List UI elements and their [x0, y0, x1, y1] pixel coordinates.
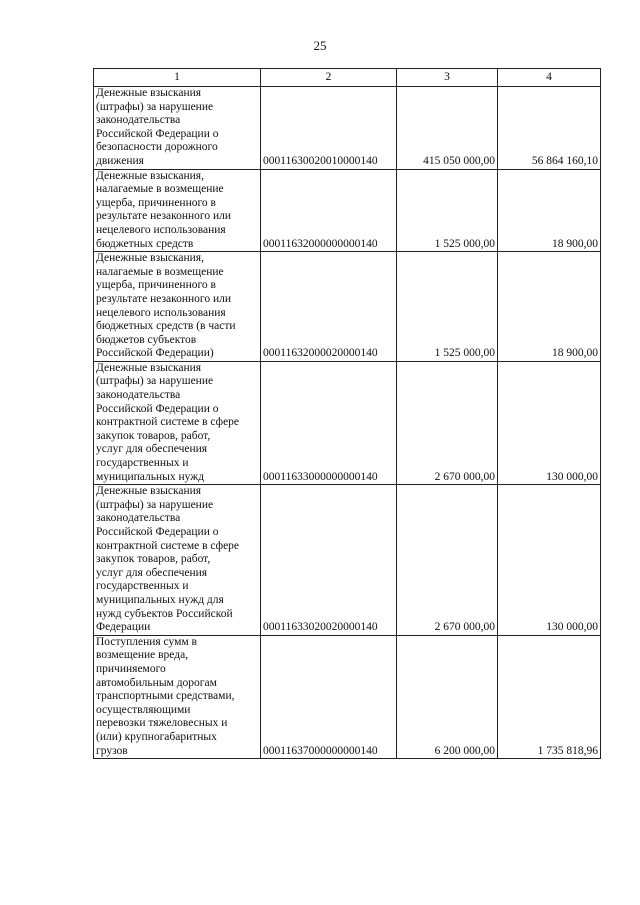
- row-budget-code: 00011633000000000140: [261, 361, 397, 484]
- table-row: [94, 485, 601, 636]
- column-header-3: 3: [397, 69, 498, 87]
- table-row: [94, 361, 601, 484]
- table-row: [94, 252, 601, 362]
- row-planned-amount: 2 670 000,00: [397, 361, 498, 484]
- table-row: [94, 169, 601, 252]
- row-actual-amount: 1 735 818,96: [498, 635, 601, 758]
- row-planned-amount: 1 525 000,00: [397, 252, 498, 362]
- table-row: [94, 87, 601, 170]
- row-description: Денежные взыскания, налагаемые в возмещение ущерба, причиненного в результате незаконного или нецелевого использования бюджетных средств (в части бюджетов субъектов Российской Федерации): [94, 252, 261, 362]
- row-budget-code: 00011632000000000140: [261, 169, 397, 252]
- row-budget-code: 00011630020010000140: [261, 87, 397, 170]
- row-planned-amount: 1 525 000,00: [397, 169, 498, 252]
- page-number: 25: [313, 38, 327, 53]
- column-header-1: 1: [94, 69, 261, 87]
- column-header-2: 2: [261, 69, 397, 87]
- row-budget-code: 00011632000020000140: [261, 252, 397, 362]
- row-planned-amount: 415 050 000,00: [397, 87, 498, 170]
- row-description: Денежные взыскания (штрафы) за нарушение законодательства Российской Федерации о контрактной системе в сфере закупок товаров, работ, услуг для обеспечения государственных и муниципальных нужд: [94, 361, 261, 484]
- row-actual-amount: 130 000,00: [498, 485, 601, 636]
- row-description: Денежные взыскания (штрафы) за нарушение законодательства Российской Федерации о контрактной системе в сфере закупок товаров, работ, услуг для обеспечения государственных и муниципальных нужд для нужд субъектов Российской Федерации: [94, 485, 261, 636]
- row-budget-code: 00011637000000000140: [261, 635, 397, 758]
- table-header-row: [94, 69, 601, 87]
- row-actual-amount: 130 000,00: [498, 361, 601, 484]
- revenue-table: [93, 68, 601, 759]
- row-actual-amount: 18 900,00: [498, 169, 601, 252]
- row-planned-amount: 6 200 000,00: [397, 635, 498, 758]
- table-row: [94, 635, 601, 758]
- row-planned-amount: 2 670 000,00: [397, 485, 498, 636]
- row-budget-code: 00011633020020000140: [261, 485, 397, 636]
- row-actual-amount: 56 864 160,10: [498, 87, 601, 170]
- row-description: Денежные взыскания (штрафы) за нарушение законодательства Российской Федерации о безопасности дорожного движения: [94, 87, 261, 170]
- row-description: Денежные взыскания, налагаемые в возмещение ущерба, причиненного в результате незаконного или нецелевого использования бюджетных средств: [94, 169, 261, 252]
- column-header-4: 4: [498, 69, 601, 87]
- row-actual-amount: 18 900,00: [498, 252, 601, 362]
- row-description: Поступления сумм в возмещение вреда, причиняемого автомобильным дорогам транспортными средствами, осуществляющими перевозки тяжеловесных и (или) крупногабаритных грузов: [94, 635, 261, 758]
